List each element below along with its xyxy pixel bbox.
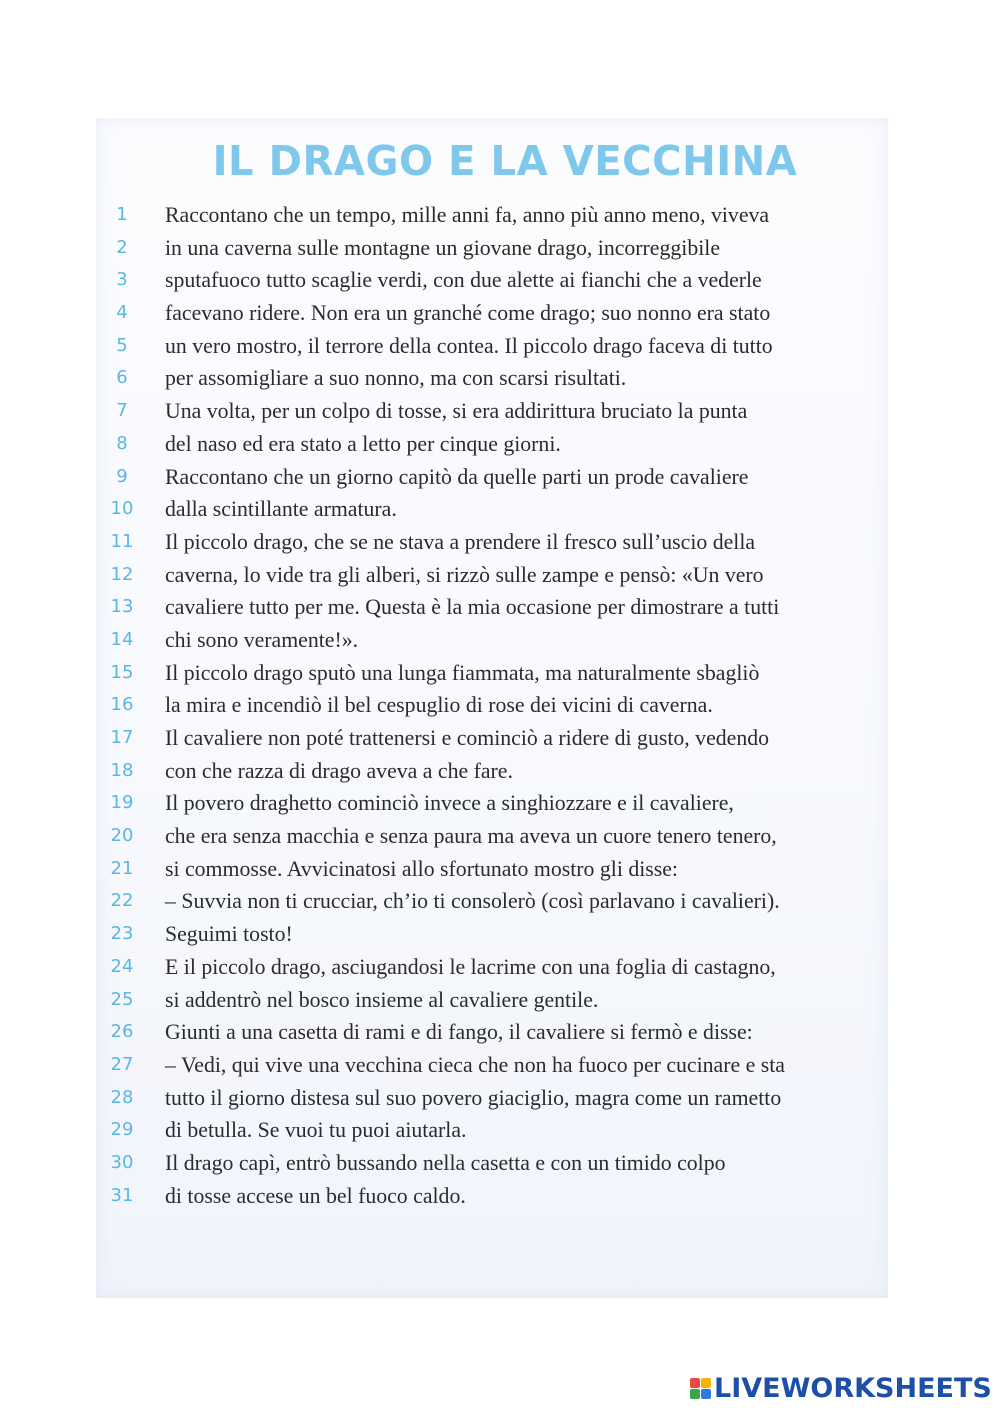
liveworksheets-logo[interactable]: [690, 1373, 992, 1403]
line-text: Il piccolo drago, che se ne stava a prendere il fresco sull’uscio della: [165, 529, 756, 554]
line-text: chi sono veramente!».: [165, 627, 359, 652]
line-number: 4: [116, 302, 128, 324]
line-number: 14: [110, 628, 134, 650]
line-text: di betulla. Se vuoi tu puoi aiutarla.: [165, 1118, 467, 1143]
line-text: di tosse accese un bel fuoco caldo.: [165, 1183, 466, 1208]
line-number: 8: [116, 432, 128, 454]
line-text: cavaliere tutto per me. Questa è la mia occasione per dimostrare a tutti: [165, 595, 780, 620]
text-line: [0, 624, 999, 657]
line-text: E il piccolo drago, asciugandosi le lacrime con una foglia di castagno,: [165, 954, 776, 979]
text-line: [0, 1180, 999, 1213]
line-text: Il piccolo drago sputò una lunga fiammata, ma naturalmente sbagliò: [165, 660, 760, 685]
line-number: 25: [110, 988, 134, 1010]
line-text: Il povero draghetto cominciò invece a singhiozzare e il cavaliere,: [165, 791, 734, 816]
line-number: 11: [110, 530, 134, 552]
line-text: tutto il giorno distesa sul suo povero giaciglio, magra come un rametto: [165, 1085, 782, 1110]
logo-square: [690, 1389, 700, 1399]
line-number: 2: [116, 236, 128, 258]
line-number: 1: [116, 204, 128, 225]
line-text: – Vedi, qui vive una vecchina cieca che non ha fuoco per cucinare e sta: [165, 1052, 785, 1077]
line-text: si addentrò nel bosco insieme al cavaliere gentile.: [165, 987, 599, 1012]
line-text: Raccontano che un tempo, mille anni fa, anno più anno meno, viveva: [165, 203, 770, 227]
logo-square: [701, 1389, 711, 1399]
text-line: [0, 232, 999, 265]
line-number: 9: [116, 465, 128, 487]
liveworksheets-brand-text: LIVEWORKSHEETS: [714, 1372, 992, 1404]
text-line: [0, 787, 999, 820]
text-line: [0, 199, 999, 232]
text-line: [0, 853, 999, 886]
logo-square: [690, 1378, 700, 1388]
text-line: [0, 1114, 999, 1147]
line-number: 23: [110, 923, 134, 945]
line-number: 13: [110, 596, 134, 618]
line-text: Il drago capì, entrò bussando nella casetta e con un timido colpo: [165, 1150, 726, 1175]
line-number: 19: [110, 792, 134, 814]
line-text: – Suvvia non ti crucciar, ch’io ti consolerò (così parlavano i cavalieri).: [165, 889, 780, 914]
text-line: [0, 657, 999, 690]
line-number: 12: [110, 563, 134, 585]
line-number: 10: [110, 498, 134, 520]
text-line: [0, 1082, 999, 1115]
logo-square: [701, 1378, 711, 1388]
line-number: 20: [110, 825, 134, 847]
line-text: Una volta, per un colpo di tosse, si era addirittura bruciato la punta: [165, 399, 748, 424]
text-line: [0, 526, 999, 559]
text-line: [0, 362, 999, 395]
line-number: 29: [110, 1119, 134, 1141]
text-line: [0, 1049, 999, 1082]
line-text: si commosse. Avvicinatosi allo sfortunato mostro gli disse:: [165, 856, 678, 881]
line-text: dalla scintillante armatura.: [165, 497, 397, 522]
text-line: [0, 820, 999, 853]
line-number: 15: [110, 661, 134, 683]
text-line: [0, 984, 999, 1017]
line-number: 30: [110, 1151, 134, 1173]
line-text: caverna, lo vide tra gli alberi, si rizzò sulle zampe e pensò: «Un vero: [165, 562, 764, 587]
line-number: 26: [110, 1021, 134, 1043]
line-number: 27: [110, 1053, 134, 1075]
line-text: sputafuoco tutto scaglie verdi, con due alette ai fianchi che a vederle: [165, 268, 762, 293]
story-title: IL DRAGO E LA VECCHINA: [212, 137, 798, 185]
text-line: [0, 461, 999, 494]
story-text: [0, 199, 999, 1212]
text-line: [0, 885, 999, 918]
liveworksheets-logo-icon: [690, 1378, 711, 1399]
line-text: che era senza macchia e senza paura ma aveva un cuore tenero tenero,: [165, 824, 777, 849]
line-text: con che razza di drago aveva a che fare.: [165, 758, 513, 783]
text-line: [0, 330, 999, 363]
text-line: [0, 951, 999, 984]
text-line: [0, 395, 999, 428]
text-line: [0, 1147, 999, 1180]
line-number: 16: [110, 694, 134, 716]
text-line: [0, 591, 999, 624]
line-number: 7: [116, 400, 128, 422]
text-line: [0, 297, 999, 330]
line-text: in una caverna sulle montagne un giovane drago, incorreggibile: [165, 235, 721, 260]
line-text: per assomigliare a suo nonno, ma con scarsi risultati.: [165, 366, 627, 391]
line-text: un vero mostro, il terrore della contea. Il piccolo drago faceva di tutto: [165, 333, 773, 358]
line-number: 31: [110, 1184, 134, 1206]
line-number: 22: [110, 890, 134, 912]
text-line: [0, 918, 999, 951]
line-number: 24: [110, 955, 134, 977]
line-number: 6: [116, 367, 128, 389]
line-number: 3: [116, 269, 128, 291]
text-line: [0, 722, 999, 755]
line-text: Il cavaliere non poté trattenersi e cominciò a ridere di gusto, vedendo: [165, 726, 770, 750]
text-line: [0, 428, 999, 461]
text-line: [0, 755, 999, 788]
line-text: del naso ed era stato a letto per cinque giorni.: [165, 431, 561, 456]
text-line: [0, 1016, 999, 1049]
line-number: 21: [110, 857, 134, 879]
line-text: Seguimi tosto!: [165, 922, 293, 947]
text-line: [0, 559, 999, 592]
line-text: Raccontano che un giorno capitò da quelle parti un prode cavaliere: [165, 464, 749, 489]
line-text: Giunti a una casetta di rami e di fango, il cavaliere si fermò e disse:: [165, 1020, 753, 1045]
text-line: [0, 264, 999, 297]
text-line: [0, 493, 999, 526]
text-line: [0, 689, 999, 722]
line-number: 17: [110, 727, 134, 748]
line-number: 28: [110, 1086, 134, 1108]
line-number: 18: [110, 759, 134, 781]
line-text: facevano ridere. Non era un granché come drago; suo nonno era stato: [165, 301, 771, 326]
line-text: la mira e incendiò il bel cespuglio di rose dei vicini di caverna.: [165, 693, 713, 718]
line-number: 5: [116, 334, 128, 356]
